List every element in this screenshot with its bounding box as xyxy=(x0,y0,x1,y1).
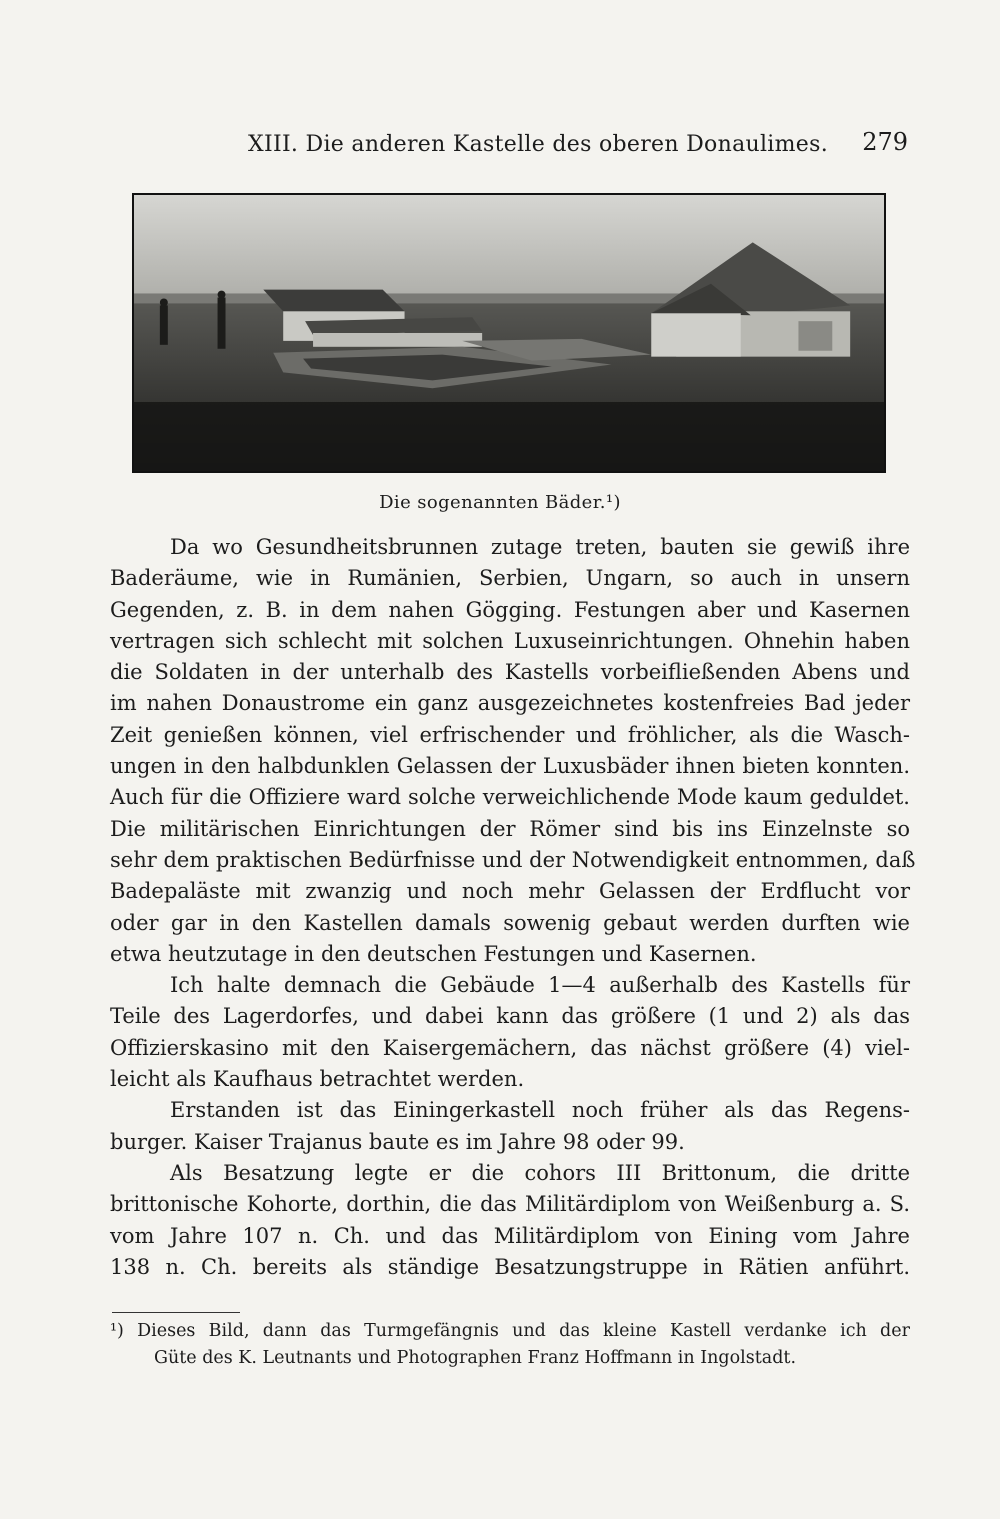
body-text xyxy=(110,532,916,1283)
text-line: Die militärischen Einrichtungen der Römer sind bis ins Einzelnste so xyxy=(110,816,910,841)
text-line: die Soldaten in der unterhalb des Kastells vorbeifließenden Abens und xyxy=(110,660,910,685)
chapter-title: XIII. Die anderen Kastelle des oberen Donaulimes. xyxy=(248,132,828,157)
text-line: im nahen Donaustrome ein ganz ausgezeichnetes kostenfreies Bad jeder xyxy=(110,691,910,716)
text-line: Baderäume, wie in Rumänien, Serbien, Ungarn, so auch in unsern xyxy=(110,566,910,591)
footnote xyxy=(110,1318,910,1372)
running-header xyxy=(108,128,908,164)
text-line: Offizierskasino mit den Kaisergemächern, das nächst größere (4) viel- xyxy=(110,1035,910,1060)
photograph-baths xyxy=(132,193,886,473)
text-line: vertragen sich schlecht mit solchen Luxuseinrichtungen. Ohnehin haben xyxy=(110,628,910,653)
text-line: Gegenden, z. B. in dem nahen Gögging. Festungen aber und Kasernen xyxy=(110,597,910,622)
text-line: burger. Kaiser Trajanus baute es im Jahre 98 oder 99. xyxy=(110,1129,685,1154)
text-line: leicht als Kaufhaus betrachtet werden. xyxy=(110,1067,525,1092)
footnote-divider xyxy=(112,1312,240,1313)
text-line: Badepaläste mit zwanzig und noch mehr Gelassen der Erdflucht vor xyxy=(110,879,910,904)
text-line: brittonische Kohorte, dorthin, die das Militärdiplom von Weißenburg a. S. xyxy=(110,1192,910,1217)
text-line: sehr dem praktischen Bedürfnisse und der Notwendigkeit entnommen, daß xyxy=(110,847,916,872)
text-line: Als Besatzung legte er die cohors III Brittonum, die dritte xyxy=(170,1160,910,1185)
page-number: 279 xyxy=(862,128,908,156)
text-line: vom Jahre 107 n. Ch. und das Militärdiplom von Eining vom Jahre xyxy=(110,1223,910,1248)
text-line: Da wo Gesundheitsbrunnen zutage treten, bauten sie gewiß ihre xyxy=(170,535,910,559)
text-line: oder gar in den Kastellen damals sowenig gebaut werden durften wie xyxy=(110,910,910,935)
text-line: Ich halte demnach die Gebäude 1—4 außerhalb des Kastells für xyxy=(170,973,910,998)
text-line: 138 n. Ch. bereits als ständige Besatzungstruppe in Rätien anführt. xyxy=(110,1254,910,1279)
text-line: etwa heutzutage in den deutschen Festungen und Kasernen. xyxy=(110,941,757,966)
text-line: Teile des Lagerdorfes, und dabei kann das größere (1 und 2) als das xyxy=(110,1004,910,1029)
footnote-line: Güte des K. Leutnants und Photographen Franz Hoffmann in Ingolstadt. xyxy=(154,1348,797,1368)
text-line: Auch für die Offiziere ward solche verweichlichende Mode kaum geduldet. xyxy=(110,785,910,810)
text-line: ungen in den halbdunklen Gelassen der Luxusbäder ihnen bieten konnten. xyxy=(110,754,910,779)
text-line: Zeit genießen können, viel erfrischender und fröhlicher, als die Wasch- xyxy=(110,722,910,747)
figure-caption: Die sogenannten Bäder.¹) xyxy=(379,492,621,513)
text-line: Erstanden ist das Einingerkastell noch früher als das Regens- xyxy=(170,1098,910,1123)
footnote-line: ¹) Dieses Bild, dann das Turmgefängnis und das kleine Kastell verdanke ich der xyxy=(110,1321,910,1341)
